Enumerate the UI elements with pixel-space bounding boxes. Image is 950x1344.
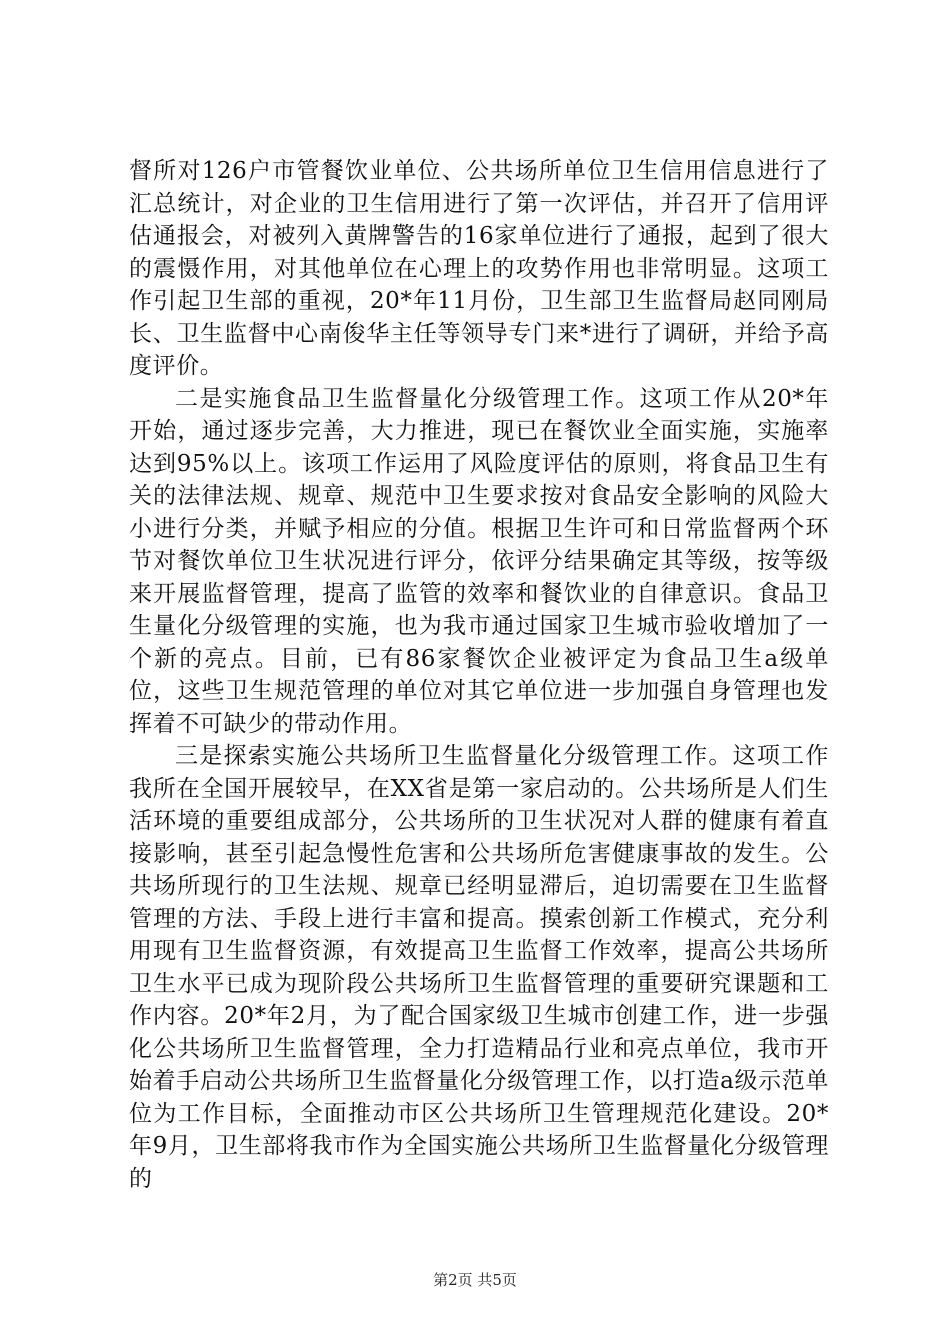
paragraph-1: 督所对126户市管餐饮业单位、公共场所单位卫生信用信息进行了汇总统计，对企业的卫生信用进行了第一次评估，并召开了信用评估通报会，对被列入黄牌警告的16家单位进行了通报，起到了很大的震慑作用，对其他单位在心理上的攻势作用也非常明显。这项工作引起卫生部的重视，20*年11月份，卫生部卫生监督局赵同刚局长、卫生监督中心南俊华主任等领导专门来*进行了调研，并给予高度评价。 <box>129 158 829 379</box>
page-number-footer: 第2页 共5页 <box>433 1271 517 1289</box>
paragraph-3: 三是探索实施公共场所卫生监督量化分级管理工作。这项工作我所在全国开展较早，在XX省是第一家启动的。公共场所是人们生活环境的重要组成部分，公共场所的卫生状况对人群的健康有着直接影响，甚至引起急慢性危害和公共场所危害健康事故的发生。公共场所现行的卫生法规、规章已经明显滞后，迫切需要在卫生监督管理的方法、手段上进行丰富和提高。摸索创新工作模式，充分利用现有卫生监督资源，有效提高卫生监督工作效率，提高公共场所卫生水平已成为现阶段公共场所卫生监督管理的重要研究课题和工作内容。20*年2月，为了配合国家级卫生城市创建工作，进一步强化公共场所卫生监督管理，全力打造精品行业和亮点单位，我市开始着手启动公共场所卫生监督量化分级管理工作，以打造a级示范单位为工作目标，全面推动市区公共场所卫生管理规范化建设。20*年9月，卫生部将我市作为全国实施公共场所卫生监督量化分级管理的 <box>129 743 829 1192</box>
document-body <box>129 155 829 1195</box>
paragraph-2: 二是实施食品卫生监督量化分级管理工作。这项工作从20*年开始，通过逐步完善，大力推进，现已在餐饮业全面实施，实施率达到95%以上。该项工作运用了风险度评估的原则，将食品卫生有关的法律法规、规章、规范中卫生要求按对食品安全影响的风险大小进行分类，并赋予相应的分值。根据卫生许可和日常监督两个环节对餐饮单位卫生状况进行评分，依评分结果确定其等级，按等级来开展监督管理，提高了监管的效率和餐饮业的自律意识。食品卫生量化分级管理的实施，也为我市通过国家卫生城市验收增加了一个新的亮点。目前，已有86家餐饮企业被评定为食品卫生a级单位，这些卫生规范管理的单位对其它单位进一步加强自身管理也发挥着不可缺少的带动作用。 <box>129 385 829 737</box>
